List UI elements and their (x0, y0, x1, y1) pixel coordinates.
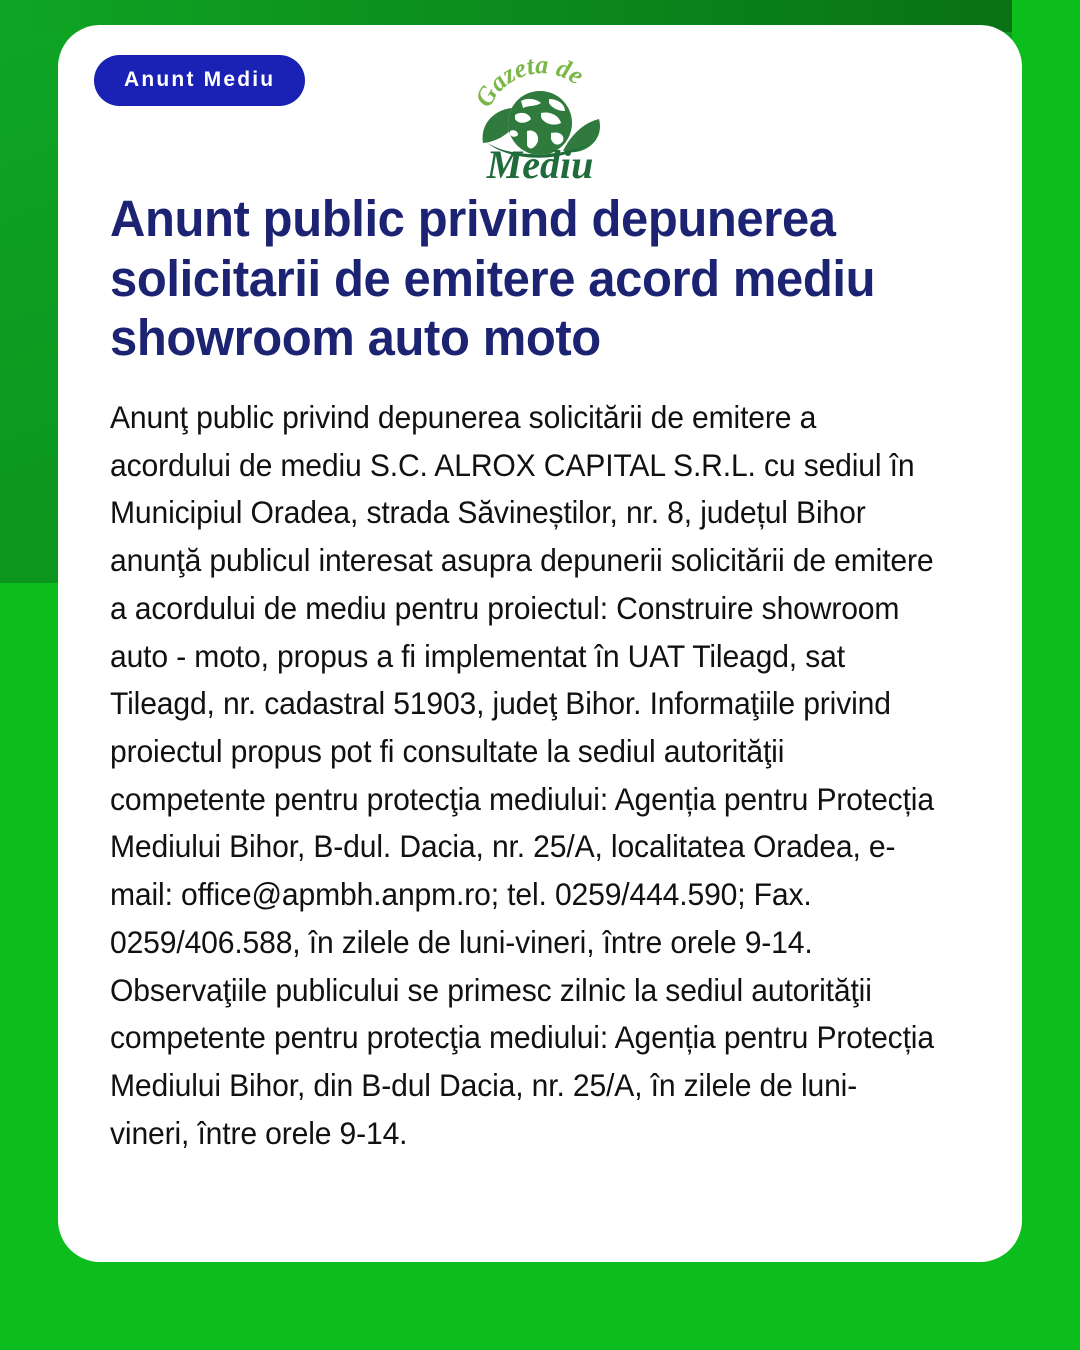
gazeta-de-mediu-logo (465, 45, 615, 185)
logo-top-text: Gazeta de (469, 50, 590, 112)
page-title: Anunt public privind depunerea solicitarii de emitere acord mediu showroom auto moto (110, 190, 876, 367)
card-header (58, 25, 1022, 185)
announcement-card (58, 25, 1022, 1262)
announcement-body: Anunţ public privind depunerea solicitării de emitere a acordului de mediu S.C. ALROX CAPITAL S.R.L. cu sediul în Municipiul Oradea, strada Săvineștilor, nr. 8, județul Bihor anunţă publicul interesat asupra depunerii solicitării de emitere a acordului de mediu pentru proiectul: Construire showroom auto - moto, propus a fi implementat în UAT Tileagd, sat Tileagd, nr. cadastral 51903, judeţ Bihor. Informaţiile privind proiectul propus pot fi consultate la sediul autorităţii competente pentru protecţia mediului: Agenția pentru Protecția Mediului Bihor, B-dul. Dacia, nr. 25/A, localitatea Oradea, e-mail: office@apmbh.anpm.ro; tel. 0259/444.590; Fax. 0259/406.588, în zilele de luni-vineri, între orele 9-14. Observaţiile publicului se primesc zilnic la sediul autorităţii competente pentru protecţia mediului: Agenția pentru Protecția Mediului Bihor, din B-dul Dacia, nr. 25/A, în zilele de luni-vineri, între orele 9-14. (110, 398, 934, 1151)
logo-bottom-text: Mediu (486, 142, 594, 185)
category-badge[interactable]: Anunt Mediu (94, 55, 305, 106)
